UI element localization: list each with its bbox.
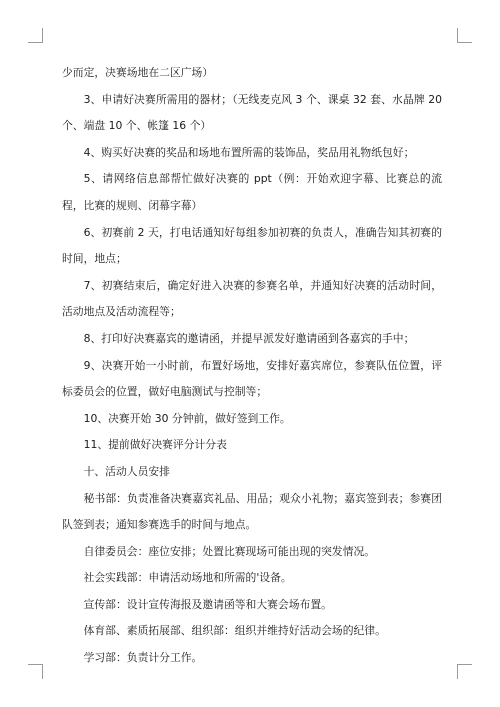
paragraph-item-6: 6、初赛前 2 天，打电话通知好每组参加初赛的负责人，准确告知其初赛的时间，地点；	[62, 225, 442, 266]
paragraph-item-10: 10、决赛开始 30 分钟前，做好签到工作。	[83, 411, 291, 425]
paragraph-item-4: 4、购买好决赛的奖品和场地布置所需的装饰品，奖品用礼物纸包好；	[83, 145, 415, 159]
section-heading-staffing: 十、活动人员安排	[83, 464, 170, 478]
crop-mark-bottom-left	[28, 664, 43, 679]
crop-mark-bottom-right	[457, 664, 472, 679]
paragraph-item-8: 8、打印好决赛嘉宾的邀请函，并提早派发好邀请函到各嘉宾的手中；	[83, 331, 415, 345]
document-body	[62, 60, 442, 672]
paragraph-item-9: 9、决赛开始一小时前，布置好场地，安排好嘉宾席位，参赛队伍位置，评标委员会的位置，做好电脑测试与控制等；	[62, 358, 442, 399]
paragraph-item-11: 11、提前做好决赛评分计分表	[83, 438, 227, 452]
paragraph-venue-note: 少而定，决赛场地在二区广场）	[62, 66, 214, 79]
paragraph-publicity-dept: 宣传部：设计宣传海报及邀请函等和大赛会场布置。	[83, 597, 332, 611]
paragraph-item-3: 3、申请好决赛所需用的器材；（无线麦克风 3 个、课桌 32 套、水晶牌 20 个、端盘 10 个、帐篷 16 个）	[62, 92, 442, 133]
paragraph-item-7: 7、初赛结束后，确定好进入决赛的参赛名单，并通知好决赛的活动时间，活动地点及活动流程等；	[62, 278, 442, 319]
paragraph-self-discipline-committee: 自律委员会：座位安排；处置比赛现场可能出现的突发情况。	[83, 544, 376, 558]
paragraph-secretariat: 秘书部：负责准备决赛嘉宾礼品、用品；观众小礼物；嘉宾签到表；参赛团队签到表；通知参赛选手的时间与地点。	[62, 491, 442, 532]
crop-mark-top-left	[28, 28, 43, 43]
paragraph-sports-dept: 体育部、素质拓展部、组织部：组织并维持好活动会场的纪律。	[83, 624, 386, 638]
paragraph-study-dept: 学习部：负责计分工作。	[83, 651, 203, 665]
crop-mark-top-right	[457, 28, 472, 43]
paragraph-item-5: 5、请网络信息部帮忙做好决赛的 ppt（例：开始欢迎字幕、比赛总的流程，比赛的规则、闭幕字幕）	[62, 172, 442, 212]
paragraph-social-practice-dept: 社会实践部：申请活动场地和所需的'设备。	[83, 571, 292, 585]
